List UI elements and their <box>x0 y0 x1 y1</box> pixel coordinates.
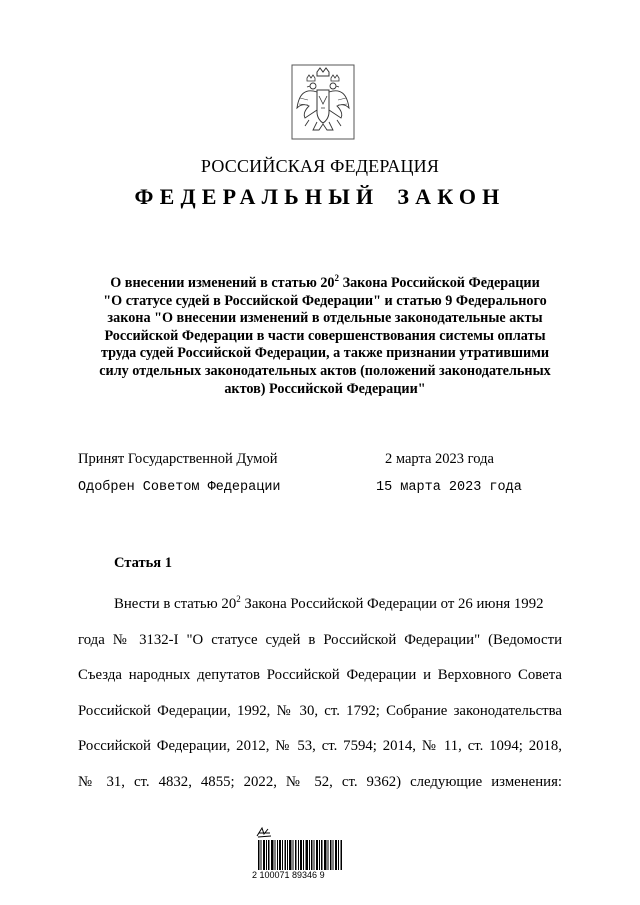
document-type <box>0 184 640 210</box>
barcode-icon <box>258 840 342 870</box>
barcode-number: 2 100071 89346 9 <box>252 870 325 880</box>
law-title-line: силу отдельных законодательных актов (положений законодательных <box>99 362 551 379</box>
duma-adoption-label: Принят Государственной Думой <box>78 451 278 467</box>
law-title-line: актов) Российской Федерации" <box>224 380 426 397</box>
law-title-text: О внесении изменений в статью 20 <box>110 275 335 291</box>
article-text: Внести в статью 20 <box>114 596 237 612</box>
article-line: года № 3132-I "О статусе судей в Российской Федерации" (Ведомости <box>78 631 562 648</box>
superscript: 2 <box>334 273 340 283</box>
law-title-text: Закона Российской Федерации <box>339 275 540 291</box>
law-title-line: закона "О внесении изменений в отдельные законодательные акты <box>107 310 543 327</box>
council-approval-date: 15 марта 2023 года <box>376 480 522 495</box>
document-type-word-1: ФЕДЕРАЛЬНЫЙ <box>134 184 380 209</box>
law-title-line: Российской Федерации в части совершенствования системы оплаты <box>104 327 546 344</box>
article-line: Съезда народных депутатов Российской Федерации и Верховного Совета <box>78 667 562 684</box>
law-title-line: труда судей Российской Федерации, а также признании утратившими <box>100 345 550 362</box>
duma-adoption-date: 2 марта 2023 года <box>385 451 494 467</box>
country-name: РОССИЙСКАЯ ФЕДЕРАЦИЯ <box>200 156 440 176</box>
council-approval-label: Одобрен Советом Федерации <box>78 480 281 495</box>
coat-of-arms-icon <box>291 64 355 140</box>
article-line: № 31, ст. 4832, 4855; 2022, № 52, ст. 9362) следующие изменения: <box>78 773 562 790</box>
handwritten-mark-icon <box>256 826 272 838</box>
document-type-word-2: ЗАКОН <box>397 184 506 209</box>
article-line: Российской Федерации, 1992, № 30, ст. 1792; Собрание законодательства <box>78 702 562 719</box>
article-line <box>78 582 562 623</box>
article-body <box>78 582 562 801</box>
law-title-line <box>60 270 590 293</box>
article-heading: Статья 1 <box>114 555 172 571</box>
article-line: Российской Федерации, 2012, № 53, ст. 7594; 2014, № 11, ст. 1094; 2018, <box>78 738 562 755</box>
law-title-line: "О статусе судей в Российской Федерации" и статью 9 Федерального <box>103 292 547 309</box>
superscript: 2 <box>236 594 241 604</box>
law-title <box>60 270 590 398</box>
coat-of-arms-emblem <box>291 64 355 140</box>
article-text: Закона Российской Федерации от 26 июня 1992 <box>240 596 544 612</box>
